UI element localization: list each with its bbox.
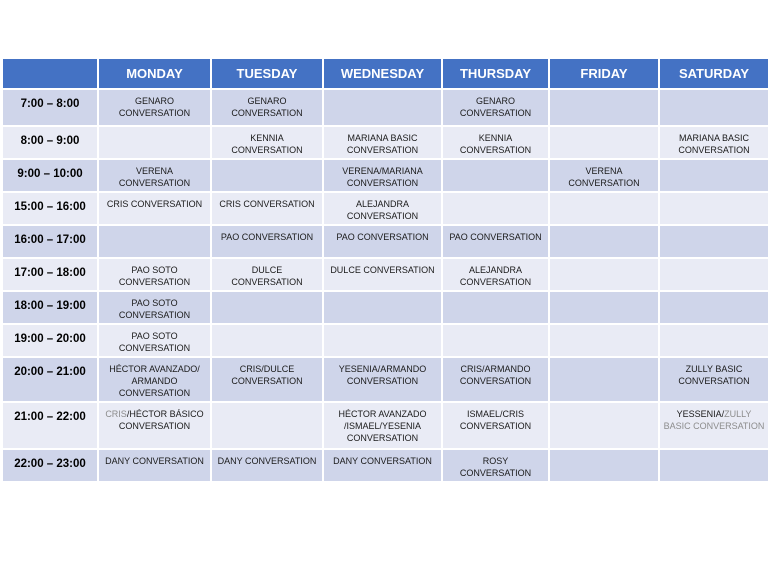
schedule-cell [659,159,768,192]
schedule-cell [549,291,659,324]
schedule-cell [549,225,659,258]
schedule-cell: GENARO CONVERSATION [442,89,549,126]
schedule-cell: DANY CONVERSATION [211,449,323,482]
schedule-cell: KENNIA CONVERSATION [442,126,549,159]
schedule-row [2,225,768,258]
schedule-cell: HÉCTOR AVANZADO /ISMAEL/YESENIA CONVERSATION [323,402,442,449]
day-header-saturday: SATURDAY [659,58,768,89]
schedule-cell: CRIS/DULCE CONVERSATION [211,357,323,402]
schedule-cell: PAO SOTO CONVERSATION [98,258,211,291]
schedule-cell [659,89,768,126]
schedule-cell [323,324,442,357]
schedule-cell [98,225,211,258]
schedule-cell: DANY CONVERSATION [98,449,211,482]
schedule-cell: CRIS CONVERSATION [98,192,211,225]
schedule-cell: PAO SOTO CONVERSATION [98,291,211,324]
schedule-cell [549,89,659,126]
schedule-cell [659,258,768,291]
schedule-cell: VERENA CONVERSATION [98,159,211,192]
time-slot: 8:00 – 9:00 [2,126,98,159]
schedule-cell: ALEJANDRA CONVERSATION [323,192,442,225]
schedule-cell: GENARO CONVERSATION [211,89,323,126]
time-slot: 7:00 – 8:00 [2,89,98,126]
cell-part-muted: CRIS [105,409,127,419]
schedule-cell: CRIS CONVERSATION [211,192,323,225]
schedule-cell [211,324,323,357]
schedule-cell [549,192,659,225]
schedule-cell [659,291,768,324]
schedule-table [1,57,768,483]
schedule-row [2,291,768,324]
schedule-cell [442,159,549,192]
schedule-cell: VERENA/MARIANA CONVERSATION [323,159,442,192]
schedule-cell [659,402,768,449]
schedule-row [2,126,768,159]
schedule-cell: DANY CONVERSATION [323,449,442,482]
schedule-cell [549,324,659,357]
schedule-cell [549,449,659,482]
schedule-cell: VERENA CONVERSATION [549,159,659,192]
time-slot: 16:00 – 17:00 [2,225,98,258]
schedule-cell: GENARO CONVERSATION [98,89,211,126]
time-slot: 15:00 – 16:00 [2,192,98,225]
schedule-cell: ALEJANDRA CONVERSATION [442,258,549,291]
schedule-cell: PAO CONVERSATION [323,225,442,258]
schedule-cell [659,449,768,482]
schedule-cell: ROSY CONVERSATION [442,449,549,482]
schedule-cell [659,324,768,357]
schedule-cell: HÉCTOR AVANZADO/ ARMANDO CONVERSATION [98,357,211,402]
schedule-cell [549,402,659,449]
schedule-cell [98,402,211,449]
schedule-cell [323,89,442,126]
time-slot: 21:00 – 22:00 [2,402,98,449]
schedule-cell: ZULLY BASIC CONVERSATION [659,357,768,402]
schedule-cell [442,291,549,324]
schedule-cell [211,402,323,449]
day-header-friday: FRIDAY [549,58,659,89]
schedule-cell: PAO CONVERSATION [442,225,549,258]
schedule-row [2,192,768,225]
header-row [2,58,768,89]
schedule-cell [211,159,323,192]
day-header-monday: MONDAY [98,58,211,89]
cell-part: YESSENIA/ [676,409,725,419]
schedule-cell: DULCE CONVERSATION [323,258,442,291]
day-header-tuesday: TUESDAY [211,58,323,89]
schedule-cell: MARIANA BASIC CONVERSATION [323,126,442,159]
schedule-cell [549,126,659,159]
time-slot: 17:00 – 18:00 [2,258,98,291]
schedule-row [2,357,768,402]
schedule-cell [323,291,442,324]
schedule-row [2,402,768,449]
schedule-row [2,159,768,192]
time-slot: 19:00 – 20:00 [2,324,98,357]
time-slot: 20:00 – 21:00 [2,357,98,402]
schedule-cell: ISMAEL/CRIS CONVERSATION [442,402,549,449]
schedule-cell [549,258,659,291]
corner-cell [2,58,98,89]
schedule-cell [442,192,549,225]
schedule-cell [211,291,323,324]
schedule-cell: CRIS/ARMANDO CONVERSATION [442,357,549,402]
schedule-cell: PAO SOTO CONVERSATION [98,324,211,357]
schedule-cell [659,192,768,225]
schedule-cell [442,324,549,357]
cell-part: /HÉCTOR BÁSICO CONVERSATION [118,409,204,431]
cell-part-muted: ZULLY BASIC CONVERSATION [663,409,765,431]
day-header-thursday: THURSDAY [442,58,549,89]
schedule-cell: PAO CONVERSATION [211,225,323,258]
time-slot: 9:00 – 10:00 [2,159,98,192]
schedule-row [2,89,768,126]
time-slot: 18:00 – 19:00 [2,291,98,324]
schedule-cell [549,357,659,402]
schedule-cell [98,126,211,159]
time-slot: 22:00 – 23:00 [2,449,98,482]
schedule-row [2,449,768,482]
schedule-row [2,258,768,291]
schedule-cell: KENNIA CONVERSATION [211,126,323,159]
schedule-row [2,324,768,357]
schedule-cell: MARIANA BASIC CONVERSATION [659,126,768,159]
schedule-cell: DULCE CONVERSATION [211,258,323,291]
schedule-cell: YESENIA/ARMANDO CONVERSATION [323,357,442,402]
schedule-cell [659,225,768,258]
day-header-wednesday: WEDNESDAY [323,58,442,89]
